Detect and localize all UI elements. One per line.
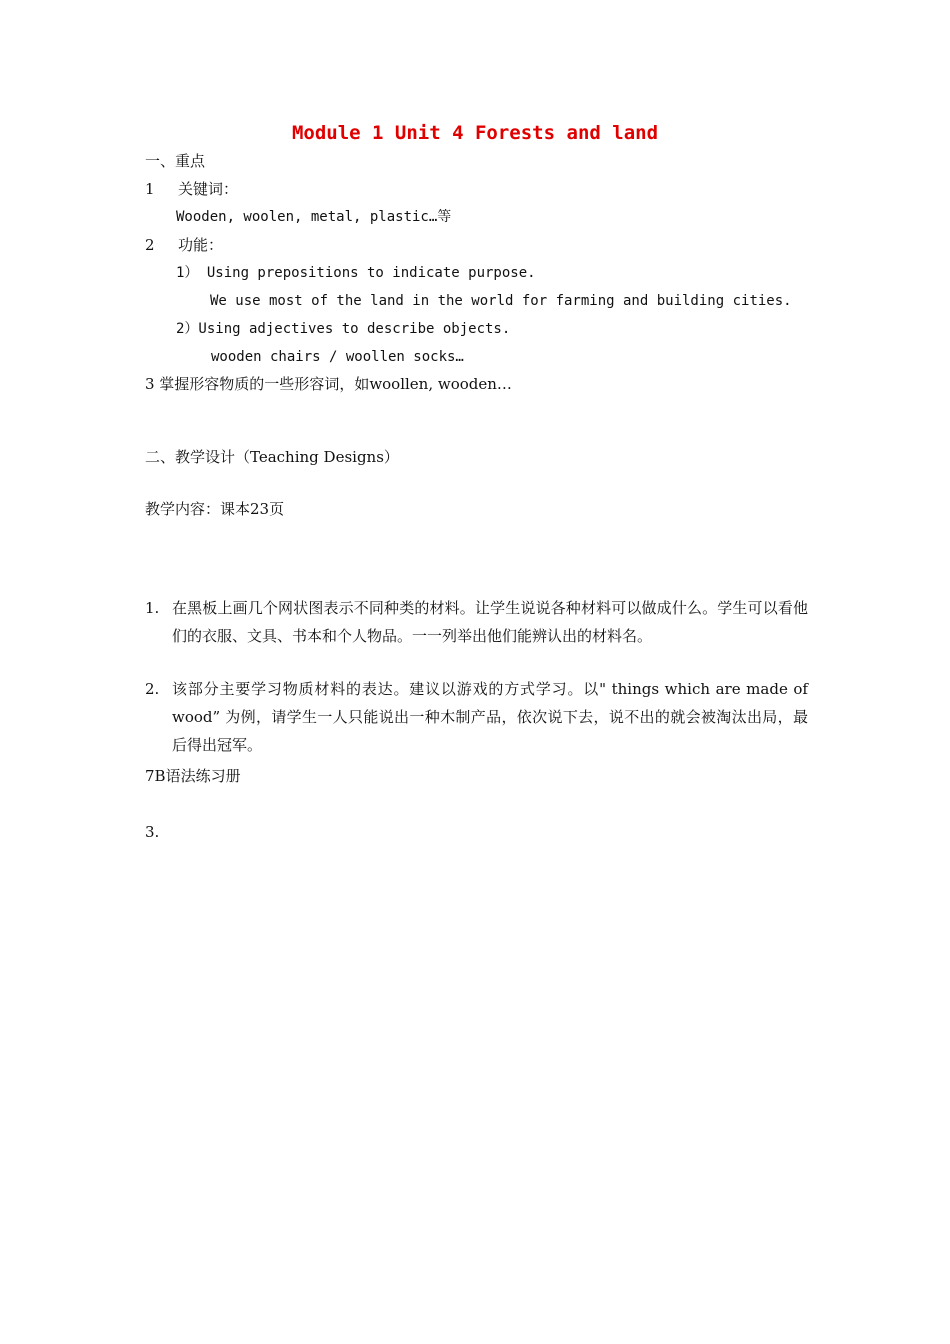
- item1-number: 1: [145, 180, 155, 198]
- item3-text: 3 掌握形容物质的一些形容词，如woollen, wooden…: [145, 375, 512, 393]
- section2-heading: 二、教学设计（Teaching Designs）: [145, 448, 399, 466]
- step2-text: 该部分主要学习物质材料的表达。建议以游戏的方式学习。以" things which are made of wood” 为例，请学生一人只能说出一种木制产品，依次说下去，说不出的就会被淘汰出局，最后得出冠军。: [172, 680, 808, 754]
- section1-heading: 一、重点: [145, 152, 206, 170]
- step3-number: 3.: [145, 823, 160, 841]
- item1-label: 关键词：: [178, 180, 239, 198]
- function2-title: 2）Using adjectives to describe objects.: [176, 321, 511, 337]
- function1-title: 1） Using prepositions to indicate purpose.: [176, 265, 536, 281]
- workbook-label: 7B语法练习册: [145, 767, 241, 785]
- teaching-content: 教学内容：课本23页: [145, 500, 285, 518]
- step1-number: 1.: [145, 599, 160, 617]
- page-title: Module 1 Unit 4 Forests and land: [291, 122, 659, 144]
- step2-number: 2.: [145, 680, 160, 698]
- function1-example: We use most of the land in the world for farming and building cities.: [210, 293, 792, 309]
- item2-number: 2: [145, 236, 155, 254]
- keywords-text: Wooden, woolen, metal, plastic…等: [176, 209, 452, 225]
- step1-text: 在黑板上画几个网状图表示不同种类的材料。让学生说说各种材料可以做成什么。学生可以看他们的衣服、文具、书本和个人物品。一一列举出他们能辨认出的材料名。: [172, 599, 808, 645]
- item2-label: 功能：: [178, 236, 224, 254]
- function2-example: wooden chairs / woollen socks…: [211, 349, 464, 365]
